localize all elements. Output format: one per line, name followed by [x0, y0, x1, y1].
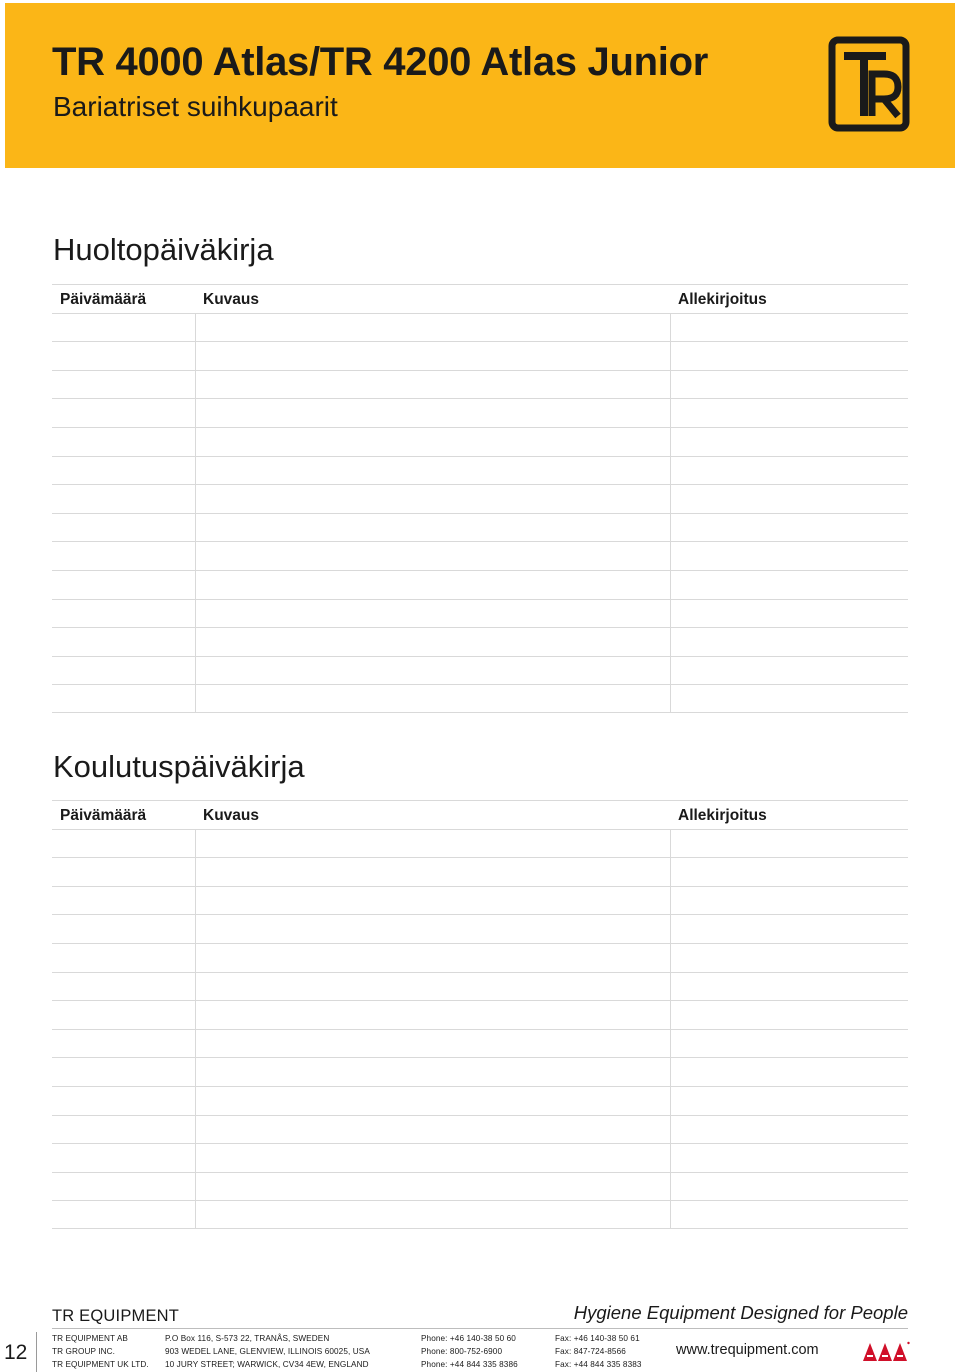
description-cell[interactable]	[195, 915, 670, 943]
signature-cell[interactable]	[670, 1201, 908, 1228]
signature-cell[interactable]	[670, 887, 908, 915]
description-cell[interactable]	[195, 342, 670, 370]
signature-cell[interactable]	[670, 542, 908, 570]
description-cell[interactable]	[195, 1087, 670, 1115]
description-cell[interactable]	[195, 571, 670, 599]
description-cell[interactable]	[195, 399, 670, 427]
description-cell[interactable]	[195, 628, 670, 656]
column-header-description: Kuvaus	[203, 291, 259, 308]
service-log-title: Huoltopäiväkirja	[53, 232, 274, 267]
description-cell[interactable]	[195, 485, 670, 513]
description-cell[interactable]	[195, 314, 670, 342]
date-cell[interactable]	[52, 628, 195, 656]
signature-cell[interactable]	[670, 1030, 908, 1058]
description-cell[interactable]	[195, 457, 670, 485]
description-cell[interactable]	[195, 1030, 670, 1058]
signature-cell[interactable]	[670, 371, 908, 399]
date-cell[interactable]	[52, 944, 195, 972]
date-cell[interactable]	[52, 571, 195, 599]
signature-cell[interactable]	[670, 1116, 908, 1144]
company-fax: Fax: 847-724-8566	[555, 1347, 626, 1356]
date-cell[interactable]	[52, 342, 195, 370]
training-log-row	[52, 1000, 908, 1029]
training-log-row	[52, 1143, 908, 1172]
description-cell[interactable]	[195, 1116, 670, 1144]
service-log-row	[52, 656, 908, 685]
footer-brand: TR EQUIPMENT	[52, 1307, 180, 1325]
column-header-description: Kuvaus	[203, 807, 259, 824]
column-header-signature: Allekirjoitus	[678, 291, 767, 308]
date-cell[interactable]	[52, 542, 195, 570]
description-cell[interactable]	[195, 887, 670, 915]
training-log-row	[52, 943, 908, 972]
document-subtitle: Bariatriset suihkupaarit	[53, 91, 338, 122]
training-log-row	[52, 914, 908, 943]
description-cell[interactable]	[195, 858, 670, 886]
date-cell[interactable]	[52, 1144, 195, 1172]
training-log-row	[52, 1086, 908, 1115]
company-fax: Fax: +44 844 335 8383	[555, 1360, 642, 1369]
date-cell[interactable]	[52, 830, 195, 858]
description-cell[interactable]	[195, 514, 670, 542]
signature-cell[interactable]	[670, 399, 908, 427]
service-log-row	[52, 398, 908, 427]
signature-cell[interactable]	[670, 1058, 908, 1086]
signature-cell[interactable]	[670, 657, 908, 685]
description-cell[interactable]	[195, 1173, 670, 1201]
company-name: TR EQUIPMENT UK LTD.	[52, 1360, 149, 1369]
page-number: 12	[4, 1341, 28, 1364]
website-link[interactable]: www.trequipment.com	[676, 1342, 819, 1358]
signature-cell[interactable]	[670, 628, 908, 656]
training-log-row	[52, 1172, 908, 1201]
description-cell[interactable]	[195, 973, 670, 1001]
signature-cell[interactable]	[670, 1001, 908, 1029]
service-log-row	[52, 541, 908, 570]
company-phone: Phone: +44 844 335 8386	[421, 1360, 518, 1369]
page-number-divider	[36, 1332, 37, 1372]
company-fax: Fax: +46 140-38 50 61	[555, 1334, 640, 1343]
signature-cell[interactable]	[670, 1087, 908, 1115]
description-cell[interactable]	[195, 657, 670, 685]
description-cell[interactable]	[195, 685, 670, 712]
date-cell[interactable]	[52, 915, 195, 943]
date-cell[interactable]	[52, 485, 195, 513]
service-log-row	[52, 627, 908, 656]
signature-cell[interactable]	[670, 1173, 908, 1201]
signature-cell[interactable]	[670, 973, 908, 1001]
date-cell[interactable]	[52, 973, 195, 1001]
date-cell[interactable]	[52, 685, 195, 712]
date-cell[interactable]	[52, 1116, 195, 1144]
date-cell[interactable]	[52, 858, 195, 886]
date-cell[interactable]	[52, 887, 195, 915]
company-address: 903 WEDEL LANE, GLENVIEW, ILLINOIS 60025, USA	[165, 1347, 370, 1356]
signature-cell[interactable]	[670, 600, 908, 628]
date-cell[interactable]	[52, 600, 195, 628]
training-log-row	[52, 857, 908, 886]
date-cell[interactable]	[52, 1030, 195, 1058]
description-cell[interactable]	[195, 600, 670, 628]
signature-cell[interactable]	[670, 858, 908, 886]
footer-tagline: Hygiene Equipment Designed for People	[573, 1302, 908, 1323]
description-cell[interactable]	[195, 944, 670, 972]
date-cell[interactable]	[52, 1001, 195, 1029]
date-cell[interactable]	[52, 1173, 195, 1201]
date-cell[interactable]	[52, 399, 195, 427]
training-log-title: Koulutuspäiväkirja	[53, 749, 305, 784]
signature-cell[interactable]	[670, 485, 908, 513]
training-log-row	[52, 972, 908, 1001]
company-name: TR GROUP INC.	[52, 1347, 116, 1356]
service-log-row	[52, 599, 908, 628]
company-name: TR EQUIPMENT AB	[52, 1334, 128, 1343]
description-cell[interactable]	[195, 428, 670, 456]
training-log-row	[52, 829, 908, 858]
service-log-row	[52, 427, 908, 456]
signature-cell[interactable]	[670, 830, 908, 858]
signature-cell[interactable]	[670, 342, 908, 370]
column-header-date: Päivämäärä	[60, 291, 147, 308]
training-log-row	[52, 1115, 908, 1144]
service-log-row	[52, 456, 908, 485]
company-phone: Phone: +46 140-38 50 60	[421, 1334, 516, 1343]
signature-cell[interactable]	[670, 571, 908, 599]
aaa-rating-icon	[862, 1340, 910, 1362]
date-cell[interactable]	[52, 371, 195, 399]
company-phone: Phone: 800-752-6900	[421, 1347, 503, 1356]
description-cell[interactable]	[195, 1058, 670, 1086]
service-log-row	[52, 313, 908, 342]
signature-cell[interactable]	[670, 428, 908, 456]
description-cell[interactable]	[195, 542, 670, 570]
date-cell[interactable]	[52, 428, 195, 456]
signature-cell[interactable]	[670, 314, 908, 342]
tr-logo-icon	[828, 36, 910, 132]
date-cell[interactable]	[52, 514, 195, 542]
company-address: 10 JURY STREET; WARWICK, CV34 4EW, ENGLAND	[165, 1360, 369, 1369]
service-log-row	[52, 570, 908, 599]
document-title: TR 4000 Atlas/TR 4200 Atlas Junior	[52, 40, 708, 84]
service-log-row	[52, 341, 908, 370]
training-log-row	[52, 886, 908, 915]
training-log-header-row	[52, 800, 908, 829]
signature-cell[interactable]	[670, 685, 908, 712]
column-header-signature: Allekirjoitus	[678, 807, 767, 824]
training-log-table	[52, 800, 908, 1229]
description-cell[interactable]	[195, 371, 670, 399]
service-log-header-row	[52, 284, 908, 313]
date-cell[interactable]	[52, 1201, 195, 1228]
date-cell[interactable]	[52, 1087, 195, 1115]
training-log-row	[52, 1029, 908, 1058]
date-cell[interactable]	[52, 1058, 195, 1086]
column-header-date: Päivämäärä	[60, 807, 147, 824]
signature-cell[interactable]	[670, 457, 908, 485]
header-band	[5, 3, 955, 168]
service-log-row	[52, 513, 908, 542]
date-cell[interactable]	[52, 657, 195, 685]
description-cell[interactable]	[195, 830, 670, 858]
description-cell[interactable]	[195, 1001, 670, 1029]
date-cell[interactable]	[52, 314, 195, 342]
signature-cell[interactable]	[670, 1144, 908, 1172]
service-log-row	[52, 484, 908, 513]
company-address: P.O Box 116, S-573 22, TRANÅS, SWEDEN	[165, 1334, 330, 1343]
signature-cell[interactable]	[670, 944, 908, 972]
signature-cell[interactable]	[670, 514, 908, 542]
description-cell[interactable]	[195, 1201, 670, 1228]
service-log-row	[52, 370, 908, 399]
training-log-row	[52, 1200, 908, 1229]
date-cell[interactable]	[52, 457, 195, 485]
signature-cell[interactable]	[670, 915, 908, 943]
training-log-row	[52, 1057, 908, 1086]
footer-divider	[52, 1328, 908, 1329]
description-cell[interactable]	[195, 1144, 670, 1172]
service-log-row	[52, 684, 908, 713]
service-log-table	[52, 284, 908, 713]
